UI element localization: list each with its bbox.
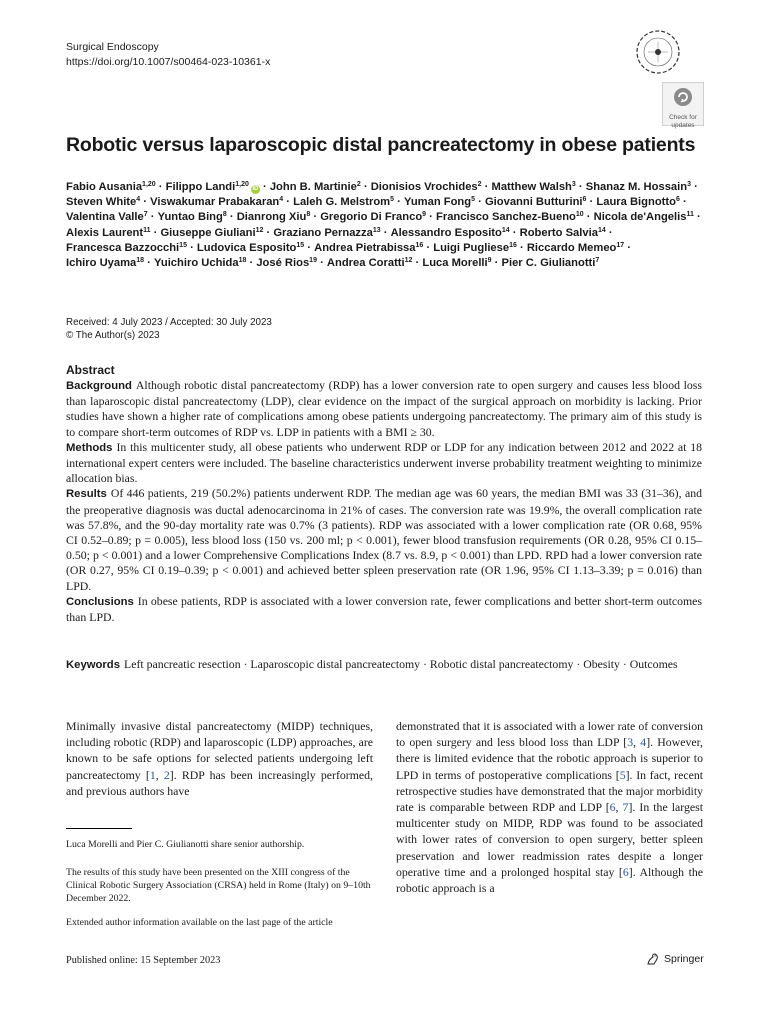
updates-label: Check for [669,114,697,121]
citation-link[interactable]: 7 [622,800,629,815]
author-name[interactable]: Yuichiro Uchida$^{18}$ · [154,257,257,270]
section-label: Conclusions [66,595,134,608]
author-name[interactable]: Filippo Landi$^{1,20}$iD · [165,181,270,193]
author-name[interactable]: Shanaz M. Hossain$^3$ · [585,181,698,193]
affiliation-number: 16 [415,241,424,249]
journal-header [66,40,270,70]
affiliation-number: 1,20 [142,181,156,188]
footnote-divider [66,828,132,829]
affiliation-number: 18 [238,257,247,265]
author-name-text: Andrea Coratti [326,257,405,270]
body-text: Minimally invasive distal pancreatectomy (MIDP) techniques, including robotic (RDP) and laparoscopic (LDP) approaches, are known to be safe options for selected patients undergoing left pancreatectomy [ [66,719,373,782]
affiliation-number: 11 [143,226,151,234]
abstract-background [66,378,702,440]
affiliation-number: 9 [422,211,427,219]
author-name-text: Shanaz M. Hossain [585,181,688,193]
affiliation-number: 7 [143,211,148,219]
abstract-results [66,486,702,593]
author-name[interactable]: Nicola de'Angelis$^{11}$ · [593,211,701,224]
author-name[interactable]: Alessandro Esposito$^{14}$ · [390,226,520,239]
author-name[interactable]: Alexis Laurent$^{11}$ · [66,226,161,239]
citation-link[interactable]: 3 [627,735,634,750]
publisher-name: Springer [664,953,704,965]
affiliation-number: 8 [222,211,227,219]
author-name[interactable]: Ichiro Uyama$^{18}$ · [66,257,155,270]
author-name-text: Andrea Pietrabissa [314,241,416,254]
affiliation-number: 15 [296,241,305,249]
author-name-text: Giuseppe Giuliani [160,226,256,239]
check-for-updates-badge[interactable] [662,82,704,129]
author-name-text: Pier C. Giulianotti [501,257,596,270]
body-text: ]. RDP has been increasingly performed, and previous authors have [66,767,373,798]
publisher-logo [646,952,704,966]
author-name[interactable]: Yuntao Bing$^8$ · [157,211,237,224]
affiliation-number: 3 [687,181,691,188]
author-name-text: Riccardo Memeo [526,241,617,254]
author-name[interactable]: Luigi Pugliese$^{16}$ · [433,241,527,254]
body-text: demonstrated that it is associated with a lower rate of conversion to open surgery and less blood loss than LDP [ [396,719,703,750]
author-name-text: Ludovica Esposito [196,241,297,254]
author-name-text: John B. Martinie [269,181,357,193]
body-text: , [615,800,623,815]
affiliation-number: 5 [390,196,395,204]
author-name-text: Yuman Fong [403,196,472,209]
author-name-text: Nicola de'Angelis [593,211,687,224]
abstract [66,362,702,625]
author-name[interactable]: Francisco Sanchez-Bueno$^{10}$ · [436,211,594,224]
author-name[interactable]: Valentina Valle$^7$ · [66,211,158,224]
journal-name: Surgical Endoscopy [66,41,159,53]
author-name-text: Yuntao Bing [157,211,223,224]
affiliation-number: 15 [179,241,187,249]
body-column-right [396,718,703,896]
author-name[interactable]: Dianrong Xiu$^8$ · [236,211,321,224]
author-name[interactable]: Yuman Fong$^5$ · [403,196,485,209]
body-text: , [155,767,164,782]
section-label: Results [66,488,107,501]
section-label: Methods [66,441,113,454]
author-name[interactable]: Graziano Pernazza$^{13}$ · [273,226,391,239]
abstract-methods [66,440,702,487]
author-name-text: Gregorio Di Franco [320,211,423,224]
citation-link[interactable]: 1 [149,767,156,782]
affiliation-number: 2 [356,181,361,188]
body-column-left [66,718,373,799]
keywords [66,656,702,673]
updates-label: updates [671,122,695,129]
author-name[interactable]: José Rios$^{19}$ · [256,257,327,270]
author-name-text: Alexis Laurent [66,226,144,239]
author-name-text: Laleh G. Melstrom [293,196,391,209]
section-text: Although robotic distal pancreatectomy (RDP) has a lower conversion rate to open surgery and causes less blood loss than laparoscopic distal pancreatectomy (LDP), clear evidence on the impact of the surgical approach on morbidity is lacking. Prior studies have shown a higher rate of complications among obese patients undergoing pancreatectomy. The primary aim of this study is to compare short-term outcomes of RDP vs. LDP in patients with a BMI ≥ 30. [66,378,702,439]
citation-link[interactable]: 2 [163,767,170,782]
author-name-text: Dianrong Xiu [236,211,307,224]
footnote-presentation: The results of this study have been presented on the XIII congress of the Clinical Robotic Surgery Association (CRSA) held in Rome (Italy) on 9–10th December 2022. [66,867,371,904]
abstract-conclusions [66,594,702,625]
affiliation-number: 13 [372,226,381,234]
author-name[interactable]: Fabio Ausania$^{1,20}$ · [66,181,166,193]
body-text: , [633,735,641,750]
article-dates [66,316,272,342]
author-name[interactable]: John B. Martinie$^2$ · [269,181,371,193]
affiliation-number: 7 [595,257,600,265]
author-name-text: Steven White [66,196,137,209]
affiliation-number: 4 [279,196,284,204]
author-name[interactable]: Andrea Pietrabissa$^{16}$ · [314,241,434,254]
citation-link[interactable]: 4 [640,735,647,750]
author-name[interactable]: Gregorio Di Franco$^9$ · [320,211,437,224]
section-label: Background [66,380,132,392]
affiliation-number: 14 [501,226,510,234]
affiliation-number: 14 [597,226,606,234]
author-name[interactable]: Dionisios Vrochides$^2$ · [370,181,492,193]
affiliation-number: 16 [509,241,517,249]
author-name-text: Valentina Valle [66,211,144,224]
affiliation-number: 18 [136,257,145,265]
author-name-text: Giovanni Butturini [484,196,583,209]
author-name-text: Yuichiro Uchida [154,257,239,270]
author-name-text: Roberto Salvia [519,226,598,239]
author-name[interactable]: Viswakumar Prabakaran$^4$ · [150,196,294,209]
affiliation-number: 6 [582,196,587,204]
journal-seal-icon [634,28,682,76]
author-name-text: Francisco Sanchez-Bueno [436,211,576,224]
author-name[interactable]: Matthew Walsh$^3$ · [491,181,586,193]
citation-link[interactable]: 6 [622,864,629,879]
author-name-text: Graziano Pernazza [273,226,373,239]
author-name[interactable]: Riccardo Memeo$^{17}$ · [526,241,632,254]
keywords-text: Left pancreatic resection · Laparoscopic distal pancreatectomy · Robotic distal pancreatectomy · Obesity · Outcomes [124,657,678,671]
author-name[interactable]: Steven White$^4$ · [66,196,151,209]
affiliation-number: 5 [471,196,475,204]
body-text: ]. In fact, recent retrospective studies have demonstrated that the major morbidity rate is comparable between RDP and LDP [ [396,767,703,815]
author-list [66,180,716,271]
citation-link[interactable]: 5 [619,767,626,782]
author-name-text: José Rios [256,257,310,270]
affiliation-number: 19 [309,257,317,265]
author-name-text: Luigi Pugliese [433,241,510,254]
author-name[interactable]: Francesca Bazzocchi$^{15}$ · [66,241,197,254]
author-name[interactable]: Roberto Salvia$^{14}$ · [519,226,613,239]
affiliation-number: 12 [404,257,413,265]
section-text: Of 446 patients, 219 (50.2%) patients underwent RDP. The median age was 60 years, the median BMI was 33 (31–36), and the preoperative diagnosis was ductal adenocarcinoma in 21% of cases. The conversion rate was 19.9%, the overall complication rate was 57.8%, and the 90-day mortality rate was 0.7% (3 patients). RDP was associated with a lower complication rate (OR 0.68, 95% CI 0.52–0.89; p = 0.005), less blood loss (150 vs. 200 ml; p < 0.001), fewer blood transfusion requirements (OR 0.28, 95% CI 0.15–0.50; p < 0.001) and a lower Comprehensive Complications Index (8.7 vs. 8.9, p < 0.001) than LPD. RPD had a lower conversion rate (OR 0.27, 95% CI 0.19–0.39; p < 0.001) and achieved better spleen preservation rate (OR 1.96, 95% CI 1.13–3.39; p = 0.016) than LPD. [66,486,702,593]
copyright: © The Author(s) 2023 [66,330,160,341]
affiliation-number: 1,20 [235,181,249,188]
author-name[interactable]: Giuseppe Giuliani$^{12}$ · [160,226,274,239]
updates-icon [672,86,694,108]
orcid-icon[interactable]: iD [252,186,259,192]
affiliation-number: 9 [487,257,492,265]
author-name-text: Ichiro Uyama [66,257,137,270]
author-name[interactable]: Luca Morelli$^9$ · [422,257,502,270]
keywords-label: Keywords [66,659,120,671]
body-text: ]. Although the robotic approach is a [396,864,704,896]
footnote-author-info: Extended author information available on the last page of the article [66,917,333,928]
affiliation-number: 3 [571,181,576,188]
body-text: ]. However, there is limited evidence that the robotic approach is superior to LPD in terms of postoperative complications [ [396,735,703,782]
published-date: Published online: 15 September 2023 [66,955,221,966]
received-accepted: Received: 4 July 2023 / Accepted: 30 July 2023 [66,317,272,328]
author-name-text: Fabio Ausania [66,181,143,193]
springer-horse-icon [646,952,660,966]
author-name-text: Francesca Bazzocchi [66,241,180,254]
affiliation-number: 10 [575,211,584,219]
section-text: In obese patients, RDP is associated with a lower conversion rate, fewer complications and better short-term outcomes than LPD. [66,593,702,625]
affiliation-number: 8 [306,211,311,219]
author-name-text: Viswakumar Prabakaran [150,196,280,209]
citation-link[interactable]: 6 [609,800,616,815]
author-name[interactable]: Laura Bignotto$^6$ · [596,196,687,209]
author-name[interactable]: Ludovica Esposito$^{15}$ · [196,241,315,254]
author-name[interactable] [502,257,600,269]
author-name-text: Laura Bignotto [596,196,676,209]
affiliation-number: 2 [477,181,482,188]
section-text: In this multicenter study, all obese patients who underwent RDP or LDP for any indication between 2012 and 2022 at 18 international expert centers were included. The baseline characteristics underwent inverse probability treatment weighting to minimize allocation bias. [66,439,702,486]
affiliation-number: 4 [136,196,141,204]
author-name-text: Matthew Walsh [491,181,572,193]
author-name-text: Filippo Landi [165,181,236,193]
author-name-text: Luca Morelli [422,257,488,270]
body-text: ]. In the largest multicenter study on MIDP, RDP was found to be associated with lower rates of conversion to open surgery, better spleen preservation and lower readmission rates despite a longer operative time and a prolonged hospital stay [ [396,800,703,879]
footnote-senior-authorship: Luca Morelli and Pier C. Giulianotti share senior authorship. [66,839,305,850]
author-name-text: Dionisios Vrochides [370,181,478,193]
author-name[interactable]: Andrea Coratti$^{12}$ · [326,257,423,270]
affiliation-number: 12 [255,226,264,234]
author-name-text: Alessandro Esposito [390,226,502,239]
affiliation-number: 6 [675,196,680,204]
affiliation-number: 17 [616,241,625,249]
article-title: Robotic versus laparoscopic distal pancreatectomy in obese patients [66,134,696,156]
affiliation-number: 11 [686,211,694,219]
author-name[interactable]: Giovanni Butturini$^6$ · [484,196,597,209]
abstract-heading: Abstract [66,363,115,377]
author-name[interactable]: Laleh G. Melstrom$^5$ · [293,196,404,209]
doi-link[interactable]: https://doi.org/10.1007/s00464-023-10361-x [66,56,271,68]
